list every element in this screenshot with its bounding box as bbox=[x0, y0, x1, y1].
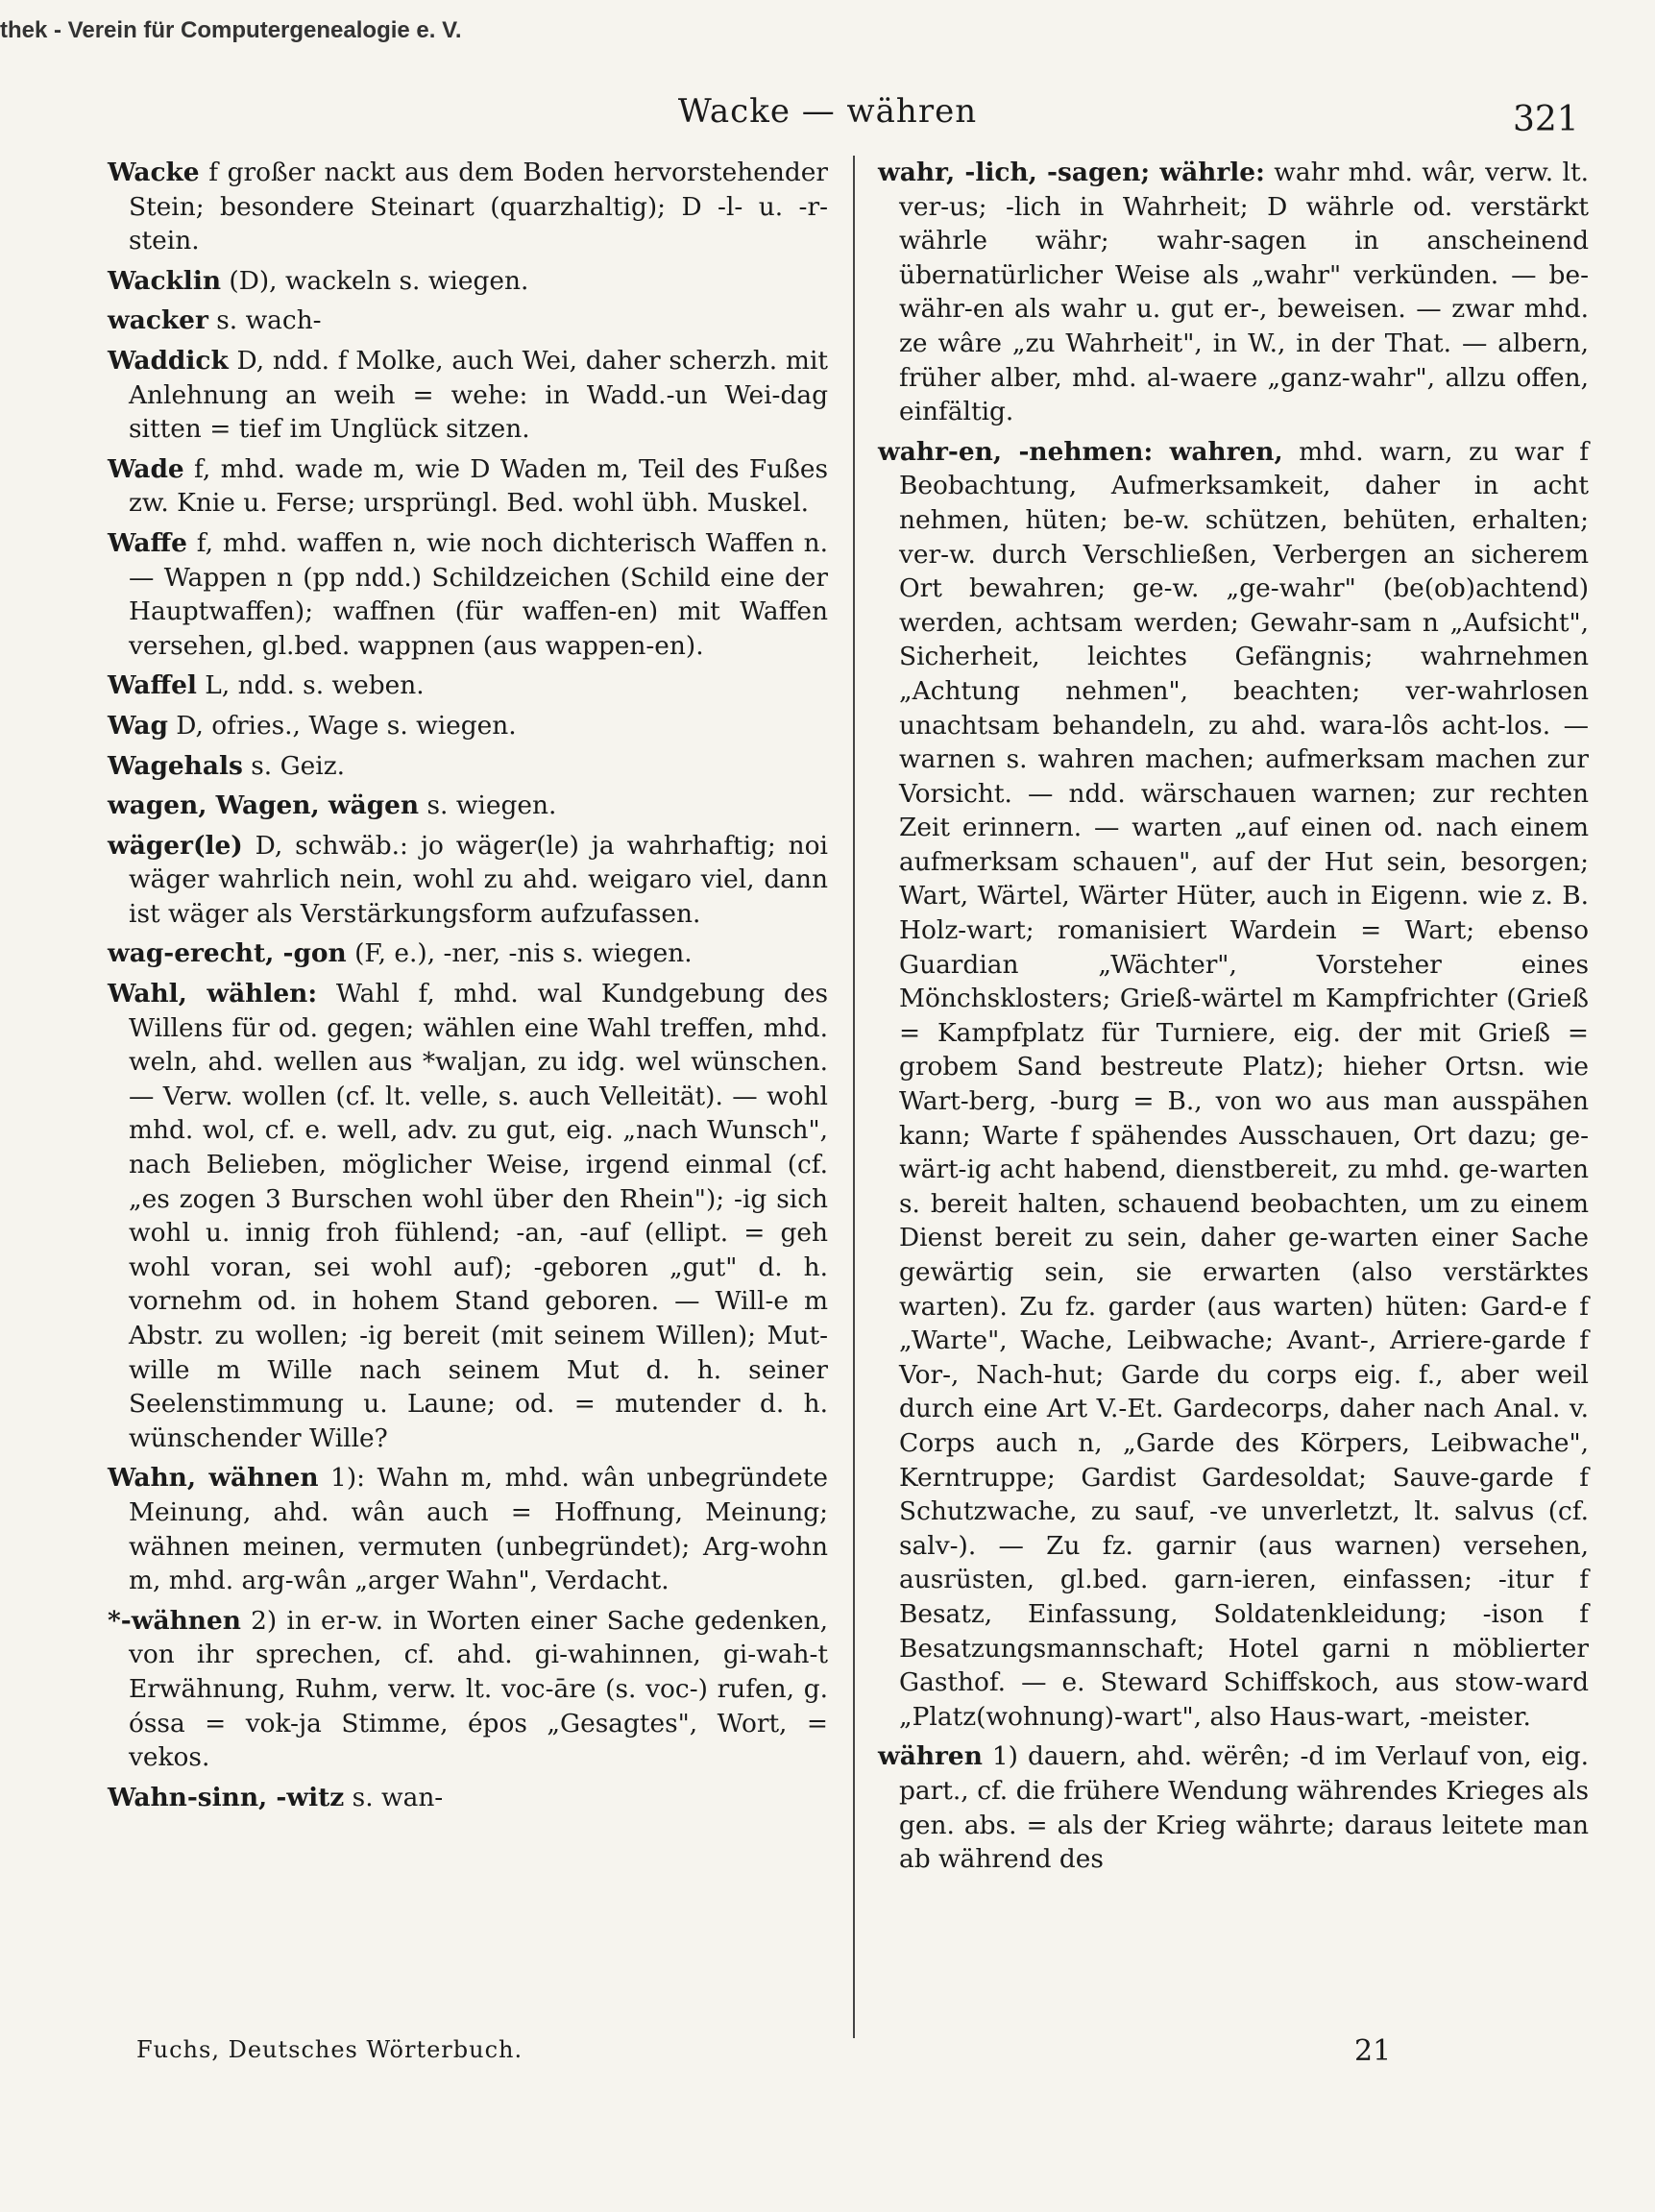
dictionary-entry bbox=[108, 1781, 828, 1815]
dictionary-entry bbox=[108, 1461, 828, 1597]
entry-headword: wag-erecht, -gon bbox=[108, 938, 347, 969]
entry-headword: Wahn-sinn, -witz bbox=[108, 1782, 345, 1812]
entry-text: L, ndd. s. weben. bbox=[196, 670, 425, 701]
dictionary-entry bbox=[108, 709, 828, 743]
entry-headword: wacker bbox=[108, 305, 208, 336]
watermark-text: thek - Verein für Computergenealogie e. V. bbox=[0, 17, 462, 43]
entry-text: s. wiegen. bbox=[419, 790, 557, 821]
entry-headword: Wacke bbox=[108, 158, 200, 187]
right-column bbox=[878, 156, 1589, 1883]
dictionary-entry bbox=[108, 977, 828, 1455]
entry-headword: Wade bbox=[108, 453, 184, 484]
dictionary-entry bbox=[108, 304, 828, 338]
entry-text: 2) in er-w. in Worten einer Sache gedenken, von ihr sprechen, cf. ahd. gi-wahinnen, gi-wah-t Erwähnung, Ruhm, verw. lt. voc-āre (s. voc-) rufen, g. óssa = vok-ja Stimme, épos „Gesagtes", Wort, = vekos. bbox=[129, 1605, 828, 1773]
dictionary-entry bbox=[108, 264, 828, 299]
entry-text: mhd. warn, zu war f Beobachtung, Aufmerksamkeit, daher in acht nehmen, hüten; be-w. schützen, behüten, erhalten; ver-w. durch Verschließen, Verbergen an sicherem Ort bewahren; ge-w. „ge-wahr" (be(ob)achtend) werden, achtsam werden; Gewahr-sam n „Aufsicht", Sicherheit, leichtes Gefängnis; wahrnehmen „Achtung nehmen", beachten; ver-wahrlosen unachtsam behandeln, zu ahd. wara-lôs acht-los. — warnen s. wahren machen; aufmerksam machen zur Vorsicht. — ndd. wärschauen warnen; zur rechten Zeit erinnern. — warten „auf einen od. nach einem aufmerksam schauen", auf der Hut sein, besorgen; Wart, Wärtel, Wärter Hüter, auch in Eigenn. wie z. B. Holz-wart; romanisiert Wardein = Wart; ebenso Guardian „Wächter", Vorsteher eines Mönchsklosters; Grieß-wärtel m Kampfrichter (Grieß = Kampfplatz für Turniere, eig. der mit Grieß = grobem Sand bestreute Platz); hieher Ortsn. wie Wart-berg, -burg = B., von wo aus man ausspähen kann; Warte f spähendes Ausschauen, Ort dazu; ge-wärt-ig acht habend, dienstbereit, zu mhd. ge-warten s. bereit halten, schauend beobachten, um zu einem Dienst bereit zu sein, daher ge-warten einer Sache gewärtig sein, sie erwarten (also verstärktes warten). Zu fz. garder (aus warten) hüten: Gard-e f „Warte", Wache, Leibwache; Avant-, Arriere-garde f Vor-, Nach-hut; Garde du corps eig. f., aber weil durch eine Art V.-Et. Gardecorps, daher nach Anal. v. Corps auch n, „Garde des Körpers, Leibwache", Kerntruppe; Gardist Gardesoldat; Sauve-garde f Schutzwache, zu sauf, -ve unverletzt, lt. salvus (cf. salv-). — Zu fz. garnir (aus warnen) versehen, ausrüsten, gl.bed. garn-ieren, einfassen; -itur f Besatz, Einfassung, Soldatenkleidung; -ison f Besatzungsmannschaft; Hotel garni n möblierter Gasthof. — e. Steward Schiffskoch, aus stow-ward „Platz(wohnung)-wart", also Haus-wart, -meister. bbox=[899, 436, 1589, 1732]
dictionary-entry bbox=[108, 936, 828, 971]
entry-text: wahr mhd. wâr, verw. lt. ver-us; -lich in Wahrheit; D währle od. verstärkt währle währ; wahr-sagen in anscheinend übernatürlicher Weise als „wahr" verkünden. — be-währ-en als wahr u. gut er-, beweisen. — zwar mhd. ze wâre „zu Wahrheit", in W., in der That. — albern, früher alber, mhd. al-waere „ganz-wahr", allzu offen, einfältig. bbox=[899, 158, 1589, 427]
entry-text: s. wan- bbox=[344, 1782, 444, 1812]
entry-headword: *-wähnen bbox=[108, 1605, 241, 1636]
entry-headword: Wacklin bbox=[108, 265, 222, 296]
entry-text: f, mhd. wade m, wie D Waden m, Teil des Fußes zw. Knie u. Ferse; ursprüngl. Bed. wohl übh. Muskel. bbox=[129, 453, 828, 519]
entry-headword: Wagehals bbox=[108, 750, 243, 781]
dictionary-entry bbox=[108, 452, 828, 521]
entry-headword: Wahn, wähnen bbox=[108, 1463, 319, 1494]
dictionary-entry bbox=[108, 789, 828, 823]
entry-headword: Waddick bbox=[108, 345, 229, 376]
entry-text: (F, e.), -ner, -nis s. wiegen. bbox=[346, 938, 693, 969]
entry-text: Wahl f, mhd. wal Kundgebung des Willens für od. gegen; wählen eine Wahl treffen, mhd. weln, ahd. wellen aus *waljan, zu idg. wel wünschen. — Verw. wollen (cf. lt. velle, s. auch Velleität). — wohl mhd. wol, cf. e. well, adv. zu gut, eig. „nach Wunsch", nach Belieben, möglicher Weise, irgend einmal (cf. „es zogen 3 Burschen wohl über den Rhein"); -ig sich wohl u. innig froh fühlend; -an, -auf (ellipt. = geh wohl voran, sei wohl auf); -geboren „gut" d. h. vornehm od. in hohem Stand geboren. — Will-e m Abstr. zu wollen; -ig bereit (mit seinem Willen); Mut-wille m Wille nach seinem Mut d. h. seiner Seelenstimmung u. Laune; od. = mutender d. h. wünschender Wille? bbox=[129, 979, 828, 1453]
page-number: 321 bbox=[1513, 100, 1579, 139]
entry-text: D, ndd. f Molke, auch Wei, daher scherzh. mit Anlehnung an weih = wehe: in Wadd.-un Wei-dag sitten = tief im Unglück sitzen. bbox=[129, 345, 828, 445]
dictionary-entry bbox=[108, 156, 828, 258]
running-head: Wacke — währen bbox=[677, 92, 978, 131]
entry-headword: Waffel bbox=[108, 670, 197, 701]
entry-headword: Wahl, wählen: bbox=[108, 979, 318, 1009]
dictionary-entry bbox=[108, 344, 828, 447]
publication-footer: Fuchs, Deutsches Wörterbuch. bbox=[136, 2036, 523, 2063]
entry-headword: währen bbox=[878, 1741, 983, 1772]
entry-text: s. wach- bbox=[207, 305, 322, 336]
dictionary-entry bbox=[108, 526, 828, 663]
entry-text: 1) dauern, ahd. wërên; -d im Verlauf von, eig. part., cf. die frühere Wendung währendes Krieges als gen. abs. = als der Krieg währte; daraus leitete man ab während des bbox=[899, 1741, 1589, 1875]
dictionary-entry bbox=[878, 435, 1589, 1735]
dictionary-entry bbox=[108, 1604, 828, 1775]
entry-text: 1): Wahn m, mhd. wân unbegründete Meinung, ahd. wân auch = Hoffnung, Meinung; wähnen meinen, vermuten (unbegründet); Arg-wohn m, mhd. arg-wân „arger Wahn", Verdacht. bbox=[129, 1463, 828, 1596]
entry-text: f großer nackt aus dem Boden hervorstehender Stein; besondere Steinart (quarzhaltig); D -l- u. -r-stein. bbox=[129, 158, 828, 256]
entry-text: D, ofries., Wage s. wiegen. bbox=[167, 710, 517, 741]
left-column bbox=[108, 156, 828, 1820]
entry-headword: wäger(le) bbox=[108, 830, 243, 861]
entry-text: D, schwäb.: jo wäger(le) ja wahrhaftig; noi wäger wahrlich nein, wohl zu ahd. weigaro viel, dann ist wäger als Verstärkungsform aufzufassen. bbox=[129, 830, 828, 929]
column-divider bbox=[853, 156, 855, 2038]
dictionary-entry bbox=[878, 156, 1589, 429]
entry-headword: wahr-en, -nehmen: wahren, bbox=[878, 436, 1283, 467]
dictionary-entry bbox=[108, 668, 828, 703]
dictionary-entry bbox=[108, 829, 828, 932]
entry-headword: Wag bbox=[108, 710, 168, 741]
entry-text: (D), wackeln s. wiegen. bbox=[221, 265, 529, 296]
entry-headword: wagen, Wagen, wägen bbox=[108, 790, 420, 821]
entry-text: f, mhd. waffen n, wie noch dichterisch Waffen n. — Wappen n (pp ndd.) Schildzeichen (Schild eine der Hauptwaffen); waffnen (für waffen-en) mit Waffen versehen, gl.bed. wappnen (aus wappen-en). bbox=[129, 527, 828, 661]
dictionary-entry bbox=[108, 749, 828, 784]
entry-headword: wahr, -lich, -sagen; währle: bbox=[878, 158, 1265, 187]
entry-headword: Waffe bbox=[108, 527, 187, 558]
signature-mark: 21 bbox=[1354, 2034, 1392, 2068]
dictionary-entry bbox=[878, 1739, 1589, 1876]
entry-text: s. Geiz. bbox=[242, 750, 346, 781]
